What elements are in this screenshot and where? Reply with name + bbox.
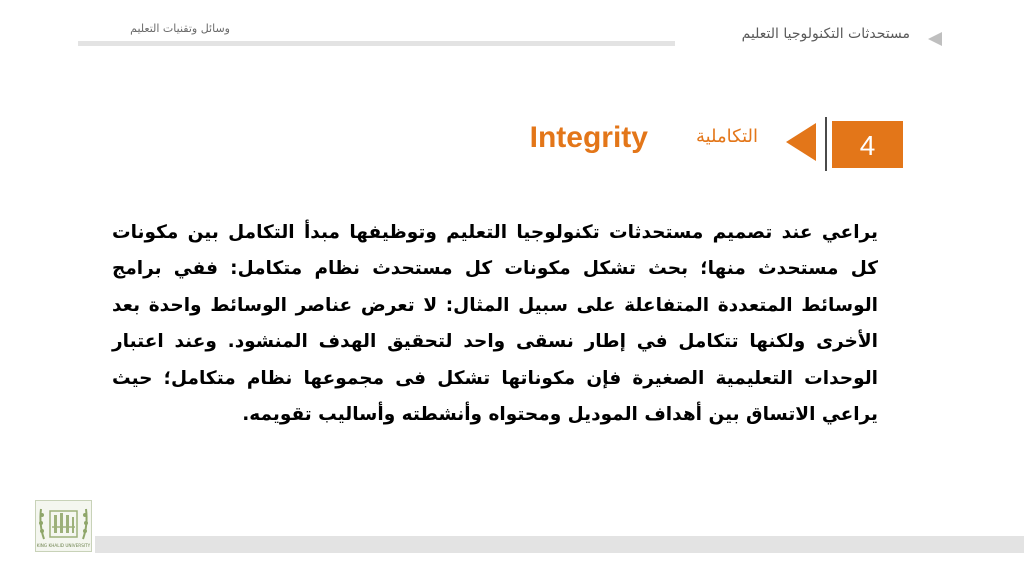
title-divider-line	[825, 117, 827, 171]
title-triangle-icon	[786, 123, 816, 161]
slide-number-badge	[832, 121, 903, 168]
header-divider-bar	[78, 41, 675, 46]
slide-title-arabic: التكاملية	[695, 126, 758, 147]
university-logo-icon	[36, 501, 91, 551]
slide-body-text: يراعي عند تصميم مستحدثات تكنولوجيا التعليم وتوظيفها مبدأ التكامل بين مكونات كل مستحدث منها؛ بحث تشكل مكونات كل مستحدث نظام متكامل: ففي برامج الوسائط المتعددة المتفاعلة على سبيل المثال: لا تعرض عناصر الوسائط واحدة بعد الأخرى ولكنها تتكامل في إطار نسقى واحد لتحقيق الهدف المنشود. وعند اعتبار الوحدات التعليمية الصغيرة فإن مكوناتها تشكل فى مجموعها نظام متكامل؛ حيث يراعي الاتساق بين أهداف الموديل ومحتواه وأنشطته وأساليب تقويمه.	[112, 222, 878, 426]
slide-number: 4	[859, 130, 876, 161]
slide-title-english: Integrity	[529, 121, 648, 154]
svg-text:KING KHALID UNIVERSITY: KING KHALID UNIVERSITY	[36, 543, 91, 548]
header-course-title: وسائل وتقنيات التعليم	[130, 22, 230, 35]
university-logo	[35, 500, 92, 552]
header-topic-title: مستحدثات التكنولوجيا التعليم	[741, 26, 910, 42]
header-triangle-icon	[928, 32, 942, 46]
footer-bar	[95, 536, 1024, 553]
